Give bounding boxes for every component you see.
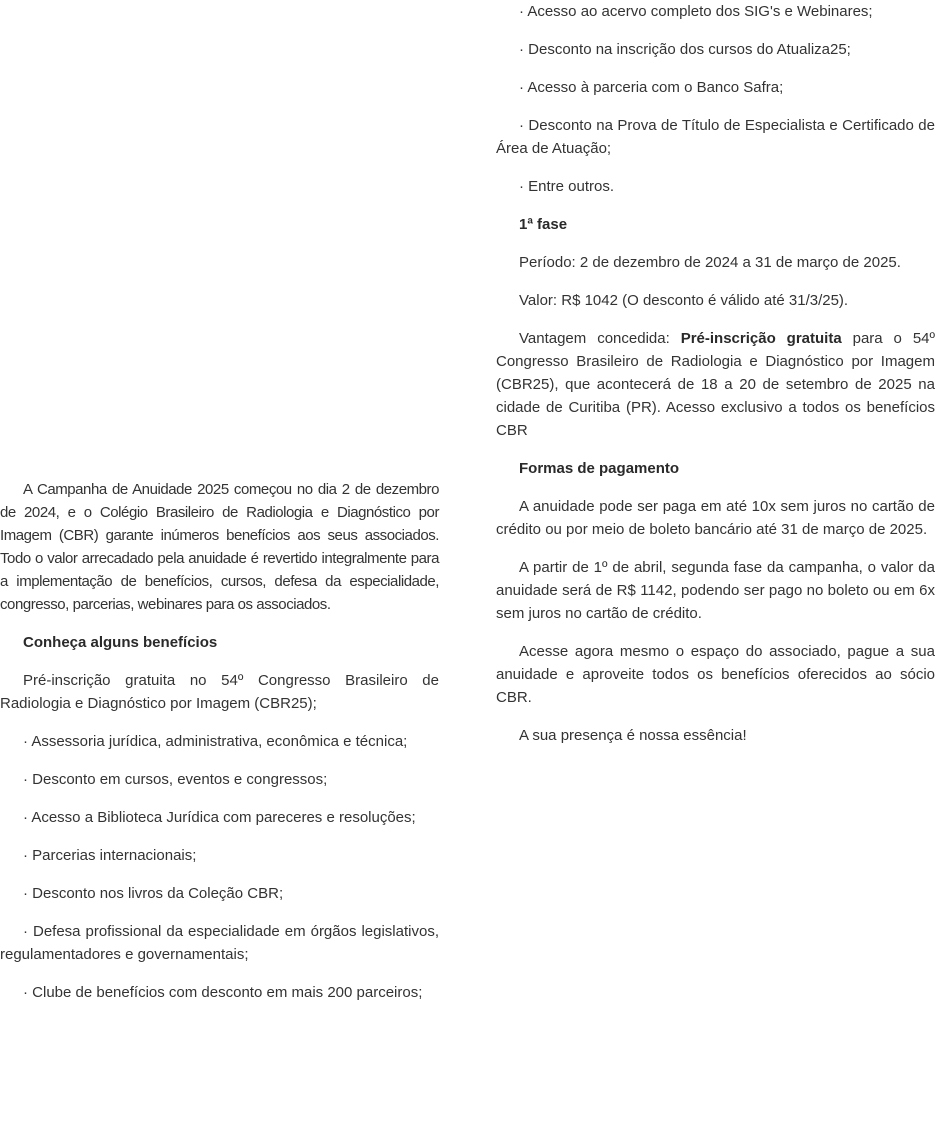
advantage-details: para o 54º Congresso Brasileiro de Radiologia e Diagnóstico por Imagem (CBR25), que acontecerá de 18 a 20 de setembro de 2025 na cidade de Curitiba (PR). Acesso exclusivo a todos os benefícios CBR <box>496 330 935 439</box>
benefit-item: · Desconto na Prova de Título de Especialista e Certificado de Área de Atuação; <box>496 117 935 157</box>
benefit-item: · Parcerias internacionais; <box>23 847 197 864</box>
benefit-item: · Assessoria jurídica, administrativa, econômica e técnica; <box>23 733 408 750</box>
closing-text: A sua presença é nossa essência! <box>519 727 747 744</box>
intro-paragraph: A Campanha de Anuidade 2025 começou no dia 2 de dezembro de 2024, e o Colégio Brasileiro de Radiologia e Diagnóstico por Imagem (CBR) garante inúmeros benefícios aos seus associados. Todo o valor arrecadado pela anuidade é revertido integralmente para a implementação de benefícios, cursos, defesa da especialidade, congresso, parcerias, webinares para os associados. <box>0 481 439 613</box>
benefit-item: · Entre outros. <box>519 178 615 195</box>
benefit-item: · Defesa profissional da especialidade em órgãos legislativos, regulamentadores e governamentais; <box>0 923 439 963</box>
benefit-item: · Desconto nos livros da Coleção CBR; <box>23 885 284 902</box>
advantage-prefix: Vantagem concedida: <box>519 330 681 347</box>
advantage-paragraph <box>496 327 935 442</box>
advantage-highlight: Pré-inscrição gratuita <box>680 330 842 347</box>
benefits-heading: Conheça alguns benefícios <box>23 634 218 651</box>
benefit-item: · Acesso a Biblioteca Jurídica com pareceres e resoluções; <box>23 809 416 826</box>
benefit-item: · Acesso ao acervo completo dos SIG's e Webinares; <box>519 3 873 20</box>
right-column <box>496 0 935 762</box>
benefit-item: · Acesso à parceria com o Banco Safra; <box>519 79 784 96</box>
benefit-item: · Desconto na inscrição dos cursos do Atualiza25; <box>519 41 851 58</box>
call-to-action-paragraph: Acesse agora mesmo o espaço do associado, pague a sua anuidade e aproveite todos os benefícios oferecidos ao sócio CBR. <box>496 643 935 706</box>
benefit-item: · Clube de benefícios com desconto em mais 200 parceiros; <box>23 984 423 1001</box>
left-column <box>0 478 439 1019</box>
phase-heading: 1ª fase <box>519 216 568 233</box>
benefit-item: · Desconto em cursos, eventos e congressos; <box>23 771 328 788</box>
payment-paragraph: A anuidade pode ser paga em até 10x sem juros no cartão de crédito ou por meio de boleto bancário até 31 de março de 2025. <box>496 498 935 538</box>
benefits-intro: Pré-inscrição gratuita no 54º Congresso Brasileiro de Radiologia e Diagnóstico por Imagem (CBR25); <box>0 672 439 712</box>
second-phase-paragraph: A partir de 1º de abril, segunda fase da campanha, o valor da anuidade será de R$ 1142, podendo ser pago no boleto ou em 6x sem juros no cartão de crédito. <box>496 559 935 622</box>
payment-heading: Formas de pagamento <box>519 460 680 477</box>
period-text: Período: 2 de dezembro de 2024 a 31 de março de 2025. <box>519 254 901 271</box>
value-text: Valor: R$ 1042 (O desconto é válido até 31/3/25). <box>519 292 849 309</box>
